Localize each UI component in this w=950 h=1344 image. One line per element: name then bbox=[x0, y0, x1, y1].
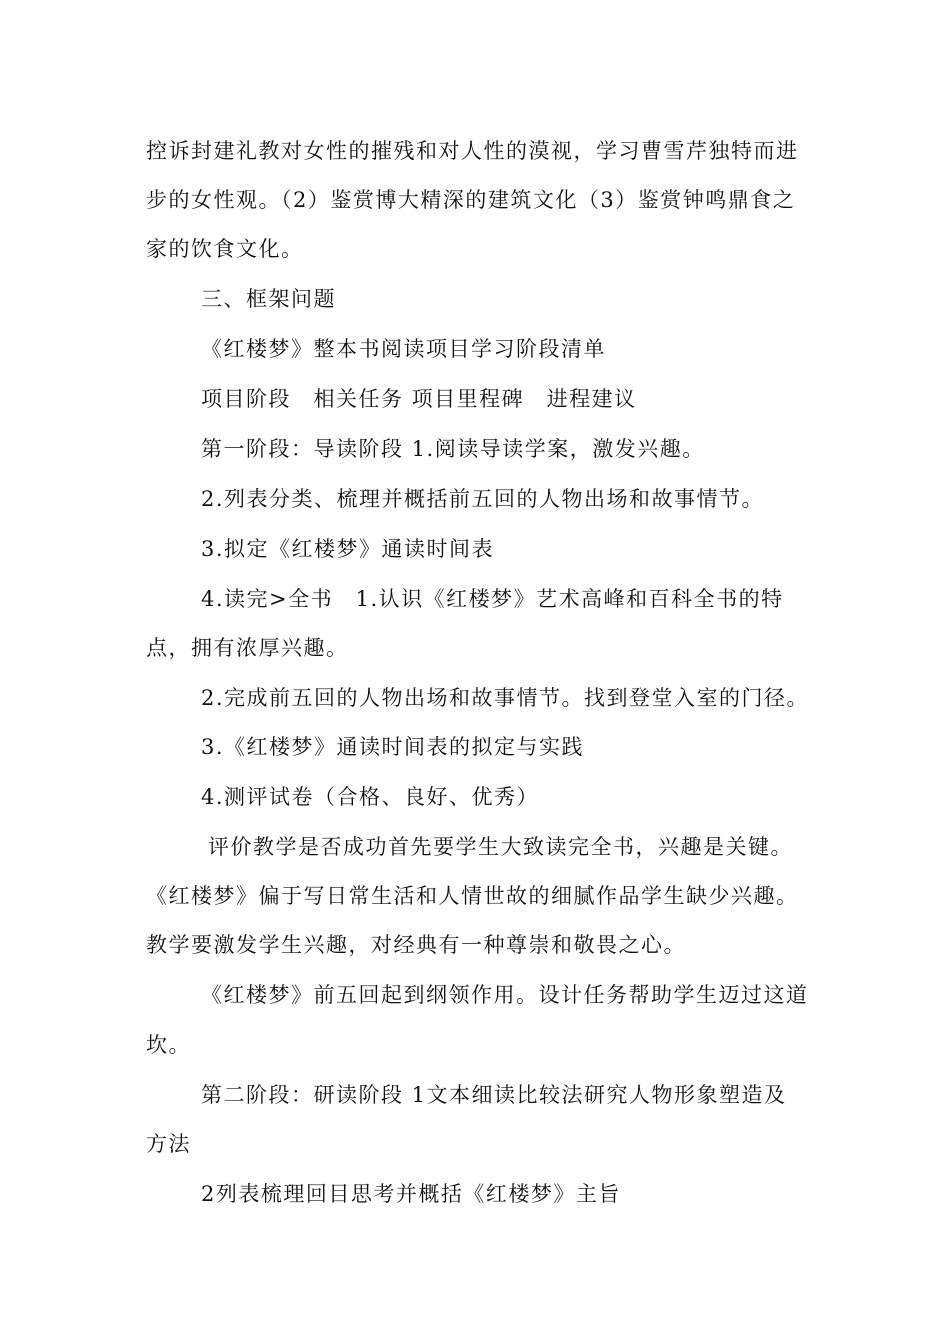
paragraph-line: 4.测评试卷（合格、良好、优秀） bbox=[201, 785, 540, 809]
paragraph-line: 2列表梳理回目思考并概括《红楼梦》主旨 bbox=[201, 1182, 621, 1206]
paragraph-line: 《红楼梦》整本书阅读项目学习阶段清单 bbox=[201, 337, 606, 361]
paragraph-line: 教学要激发学生兴趣，对经典有一种尊崇和敬畏之心。 bbox=[146, 933, 686, 957]
paragraph-line: 项目阶段 相关任务 项目里程碑 进程建议 bbox=[201, 387, 637, 411]
paragraph-line: 3.拟定《红楼梦》通读时间表 bbox=[201, 537, 495, 561]
paragraph-line: 控诉封建礼教对女性的摧残和对人性的漠视，学习曹雪芹独特而进 bbox=[146, 139, 799, 163]
paragraph-line: 3.《红楼梦》通读时间表的拟定与实践 bbox=[201, 735, 585, 759]
paragraph-line: 2.完成前五回的人物出场和故事情节。找到登堂入室的门径。 bbox=[201, 686, 810, 710]
paragraph-line: 第一阶段：导读阶段 1.阅读导读学案，激发兴趣。 bbox=[201, 437, 705, 461]
paragraph-line: 家的饮食文化。 bbox=[146, 237, 304, 261]
paragraph-line: 2.列表分类、梳理并概括前五回的人物出场和故事情节。 bbox=[201, 487, 765, 511]
paragraph-line: 方法 bbox=[146, 1132, 191, 1156]
paragraph-line: 步的女性观。（2）鉴赏博大精深的建筑文化（3）鉴赏钟鸣鼎食之 bbox=[146, 188, 796, 212]
paragraph-line: 点，拥有浓厚兴趣。 bbox=[146, 636, 349, 660]
paragraph-line: 坎。 bbox=[146, 1033, 191, 1057]
paragraph-line: 《红楼梦》前五回起到纲领作用。设计任务帮助学生迈过这道 bbox=[201, 983, 809, 1007]
paragraph-line: 4.读完>全书 1.认识《红楼梦》艺术高峰和百科全书的特 bbox=[201, 587, 784, 611]
section-heading: 三、框架问题 bbox=[201, 287, 336, 311]
paragraph-line: 第二阶段：研读阶段 1文本细读比较法研究人物形象塑造及 bbox=[201, 1083, 787, 1107]
paragraph-line: 《红楼梦》偏于写日常生活和人情世故的细腻作品学生缺少兴趣。 bbox=[146, 884, 799, 908]
paragraph-line: 评价教学是否成功首先要学生大致读完全书，兴趣是关键。 bbox=[208, 835, 793, 859]
